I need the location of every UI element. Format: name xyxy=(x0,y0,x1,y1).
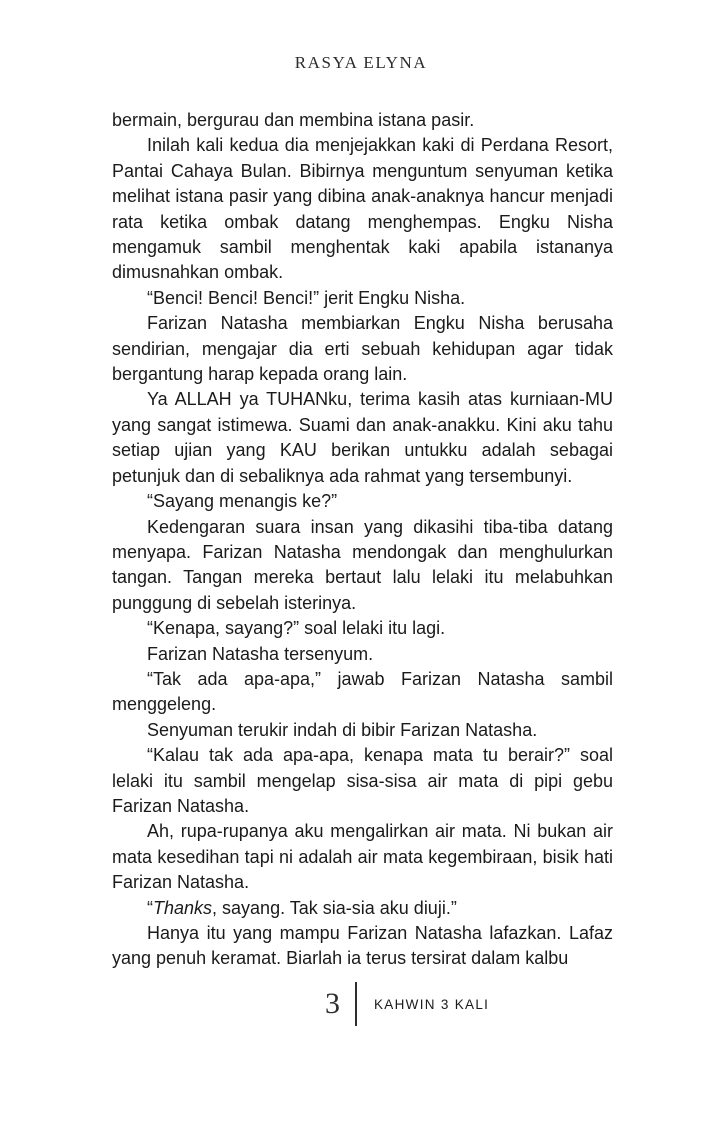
body-text xyxy=(112,108,613,972)
text-segment: bermain, bergurau dan membina istana pasir. xyxy=(112,110,475,130)
text-segment: “Kenapa, sayang?” soal lelaki itu lagi. xyxy=(147,618,446,639)
text-segment: “Kalau tak ada apa-apa, kenapa mata tu berair?” soal lelaki itu sambil mengelap sisa-sisa air mata di pipi gebu Farizan Natasha. xyxy=(112,745,613,816)
text-segment: Kedengaran suara insan yang dikasihi tiba-tiba datang menyapa. Farizan Natasha mendongak dan menghulurkan tangan. Tangan mereka bertaut lalu lelaki itu melabuhkan punggung di sebelah isterinya. xyxy=(112,516,613,613)
text-segment: Senyuman terukir indah di bibir Farizan Natasha. xyxy=(147,719,538,740)
paragraph xyxy=(112,387,613,489)
text-segment: Hanya itu yang mampu Farizan Natasha lafazkan. Lafaz yang penuh keramat. Biarlah ia terus tersirat dalam kalbu xyxy=(112,923,613,969)
paragraph xyxy=(112,743,613,819)
text-segment: Ah, rupa-rupanya aku mengalirkan air mata. Ni bukan air mata kesedihan tapi ni adalah air mata kegembiraan, bisik hati Farizan Natasha. xyxy=(112,821,613,893)
text-segment: “Benci! Benci! Benci!” jerit Engku Nisha. xyxy=(147,287,466,308)
italic-segment: Thanks xyxy=(153,897,213,918)
text-segment: Farizan Natasha tersenyum. xyxy=(147,643,374,664)
paragraph xyxy=(112,133,613,285)
text-segment: Ya ALLAH ya TUHANku, terima kasih atas kurniaan-MU yang sangat istimewa. Suami dan anak-anakku. Kini aku tahu setiap ujian yang KAU berikan untukku adalah sebagai petunjuk dan di sebaliknya ada rahmat yang tersembunyi. xyxy=(112,389,613,486)
text-segment: Farizan Natasha membiarkan Engku Nisha berusaha sendirian, mengajar dia erti sebuah kehidupan agar tidak bergantung harap kepada orang lain. xyxy=(112,313,613,385)
text-segment: “ xyxy=(147,897,153,918)
paragraph xyxy=(112,489,613,514)
paragraph xyxy=(112,667,613,718)
text-segment: Inilah kali kedua dia menjejakkan kaki di Perdana Resort, Pantai Cahaya Bulan. Bibirnya menguntum senyuman ketika melihat istana pasir yang dibina anak-anaknya hancur menjadi rata ketika ombak datang menghempas. Engku Nisha mengamuk sambil menghentak kaki apabila istananya dimusnahkan ombak. xyxy=(112,135,613,283)
paragraph xyxy=(112,108,613,133)
text-segment: “Sayang menangis ke?” xyxy=(147,491,338,512)
footer-divider-bar xyxy=(355,982,357,1026)
paragraph xyxy=(112,311,613,387)
paragraph xyxy=(112,616,613,641)
text-segment: “Tak ada apa-apa,” jawab Farizan Natasha sambil menggeleng. xyxy=(112,668,613,715)
book-title: KAHWIN 3 KALI xyxy=(374,996,490,1012)
running-header: RASYA ELYNA xyxy=(294,53,428,72)
paragraph xyxy=(112,921,613,972)
page-footer xyxy=(325,982,489,1026)
paragraph xyxy=(112,642,613,667)
text-segment: , sayang. Tak sia-sia aku diuji.” xyxy=(212,897,457,918)
paragraph xyxy=(112,819,613,895)
paragraph xyxy=(112,286,613,311)
paragraph xyxy=(112,515,613,617)
paragraph xyxy=(112,718,613,743)
page-number: 3 xyxy=(325,987,340,1020)
paragraph xyxy=(112,896,613,921)
